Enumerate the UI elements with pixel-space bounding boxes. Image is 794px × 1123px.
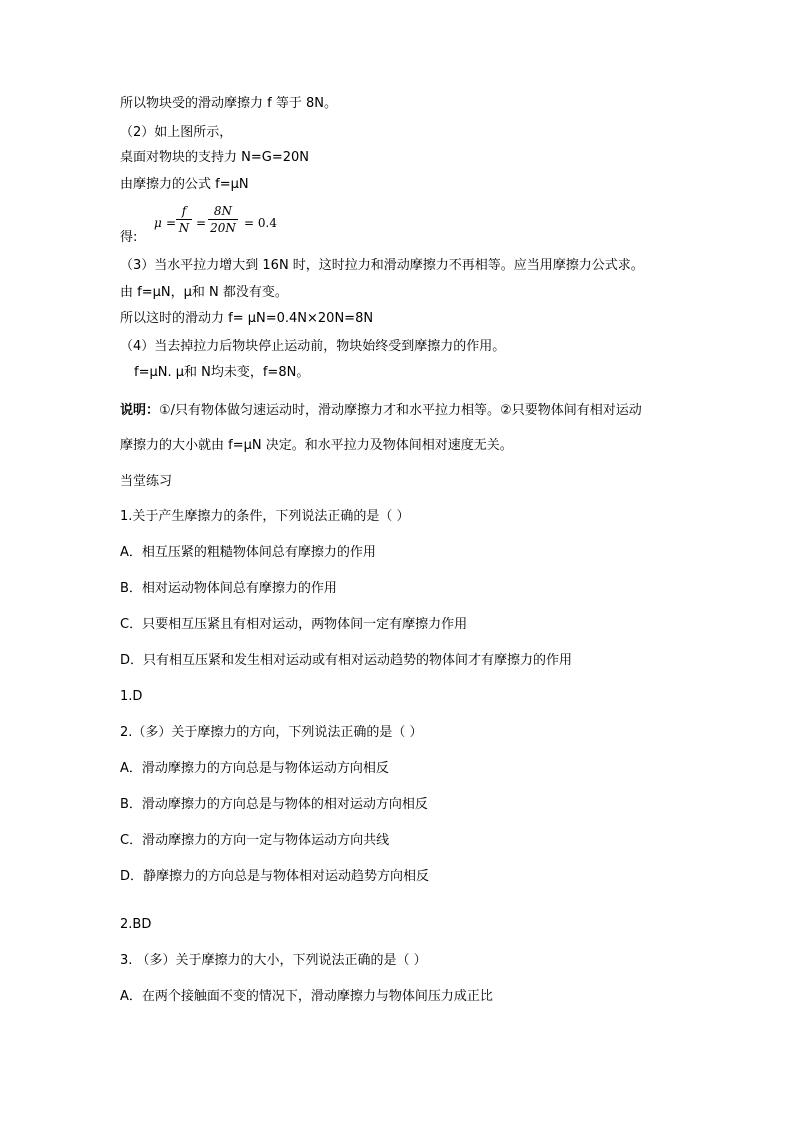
fraction-numerator: 8N [213, 204, 233, 218]
note-label: 说明： [120, 403, 160, 418]
formula-mu: μ [154, 216, 162, 230]
question-2-option-b: B．滑动摩擦力的方向总是与物体的相对运动方向相反 [120, 797, 428, 812]
friction-coefficient-formula [120, 202, 320, 246]
fraction-numerator: f [181, 204, 187, 218]
answer-2: 2.BD [120, 917, 152, 932]
question-2: 2.（多）关于摩擦力的方向，下列说法正确的是（ ） [120, 725, 423, 740]
solution-line-3: 桌面对物块的支持力 N=G=20N [120, 150, 309, 165]
question-2-option-c: C．滑动摩擦力的方向一定与物体运动方向共线 [120, 833, 390, 848]
fraction-bar [208, 219, 238, 220]
fraction-denominator: 20N [210, 221, 236, 235]
answer-1: 1.D [120, 689, 143, 704]
note-line-2: 摩擦力的大小就由 f=μN 决定。和水平拉力及物体间相对速度无关。 [120, 438, 513, 453]
formula-prefix: 得: [120, 230, 138, 245]
solution-line-9: f=μN. μ和 N均未变，f=8N。 [134, 365, 310, 380]
fraction-f-over-n [176, 204, 192, 235]
exercise-title: 当堂练习 [120, 474, 173, 489]
question-2-option-a: A．滑动摩擦力的方向总是与物体运动方向相反 [120, 761, 389, 776]
question-1-option-d: D．只有相互压紧和发生相对运动或有相对运动趋势的物体间才有摩擦力的作用 [120, 653, 573, 668]
formula-equals-2: = [196, 216, 207, 230]
question-1-option-b: B．相对运动物体间总有摩擦力的作用 [120, 581, 337, 596]
solution-line-4: 由摩擦力的公式 f=μN [120, 177, 249, 192]
solution-line-1: 所以物块受的滑动摩擦力 f 等于 8N。 [120, 96, 337, 111]
question-1-option-a: A．相互压紧的粗糙物体间总有摩擦力的作用 [120, 545, 376, 560]
solution-line-6: 由 f=μN，μ和 N 都没有变。 [120, 285, 288, 300]
solution-line-2: （2）如上图所示， [120, 125, 233, 140]
solution-line-7: 所以这时的滑动力 f= μN=0.4N×20N=8N [120, 311, 374, 326]
question-1: 1.关于产生摩擦力的条件，下列说法正确的是（ ） [120, 509, 410, 524]
fraction-bar [176, 219, 192, 220]
question-1-option-c: C．只要相互压紧且有相对运动，两物体间一定有摩擦力作用 [120, 617, 468, 632]
note-line-1 [120, 402, 642, 420]
question-3-option-a: A．在两个接触面不变的情况下，滑动摩擦力与物体间压力成正比 [120, 989, 493, 1004]
question-3: 3. （多）关于摩擦力的大小，下列说法正确的是（ ） [120, 953, 427, 968]
question-2-option-d: D．静摩擦力的方向总是与物体相对运动趋势方向相反 [120, 869, 430, 884]
solution-line-5: （3）当水平拉力增大到 16N 时，这时拉力和滑动摩擦力不再相等。应当用摩擦力公式求。 [120, 258, 644, 273]
fraction-8n-over-20n [208, 204, 238, 235]
formula-equals-1: = [166, 216, 177, 230]
solution-line-8: （4）当去掉拉力后物块停止运动前，物块始终受到摩擦力的作用。 [120, 339, 506, 354]
fraction-denominator: N [178, 221, 190, 235]
note-text-1: ①/只有物体做匀速运动时，滑动摩擦力才和水平拉力相等。②只要物体间有相对运动 [159, 403, 642, 418]
formula-result: = 0.4 [244, 216, 277, 230]
